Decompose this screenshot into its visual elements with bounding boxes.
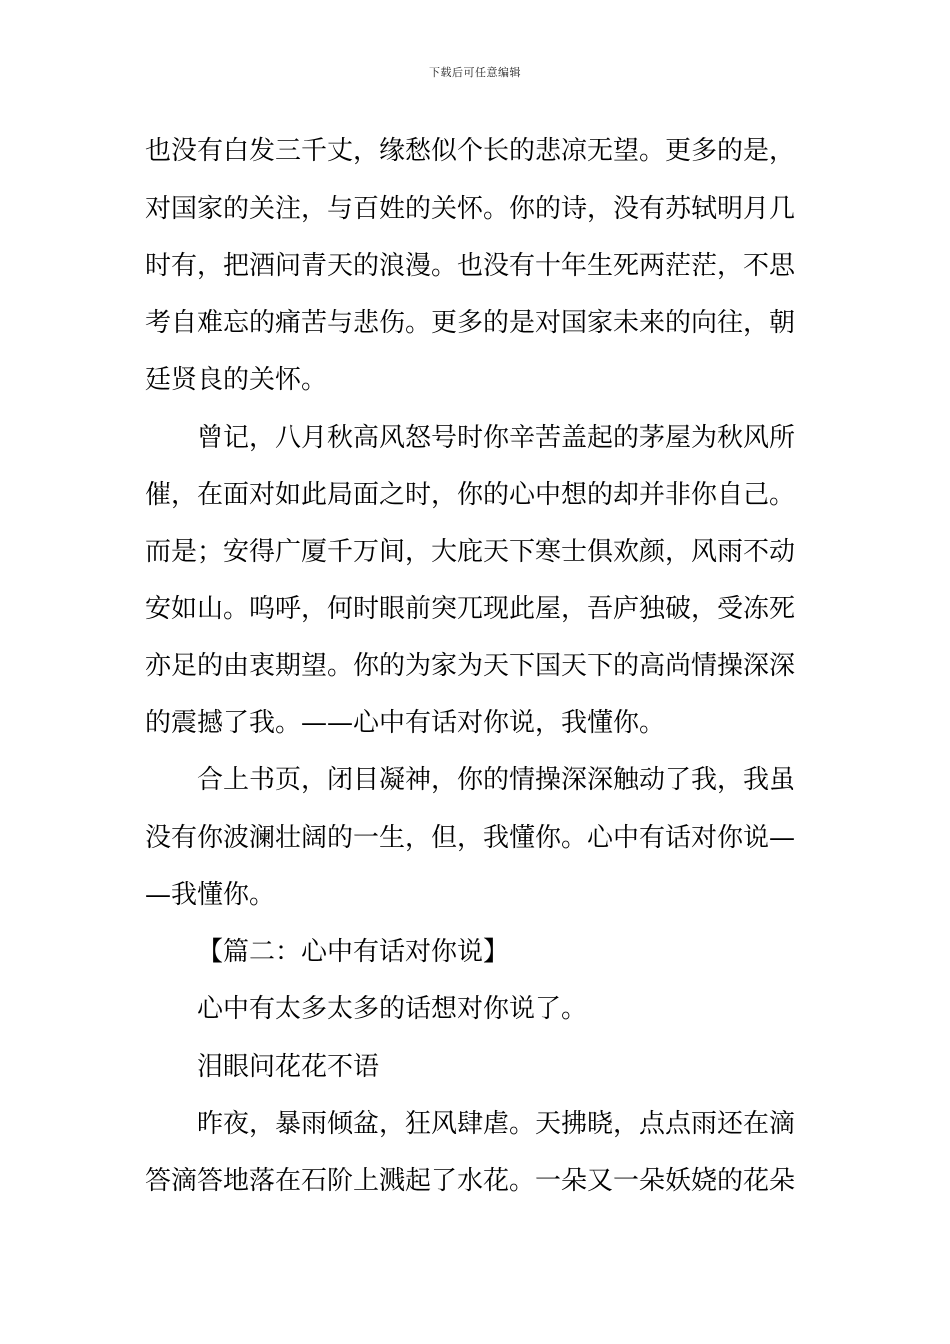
text-line: 也没有白发三千丈，缘愁似个长的悲凉无望。更多的是， <box>145 136 796 166</box>
text-line: 安如山。呜呼，何时眼前突兀现此屋，吾庐独破，受冻死 <box>145 594 796 624</box>
text-line: 亦足的由衷期望。你的为家为天下国天下的高尚情操深深 <box>145 651 796 681</box>
text-line: 心中有太多太多的话想对你说了。 <box>197 994 588 1024</box>
text-line: 泪眼问花花不语 <box>197 1052 380 1082</box>
text-line: 昨夜，暴雨倾盆，狂风肆虐。天拂晓，点点雨还在滴 <box>197 1109 796 1139</box>
text-line: 而是；安得广厦千万间，大庇天下寒士俱欢颜，风雨不动 <box>145 537 796 567</box>
section-heading: 【篇二：心中有话对你说】 <box>197 937 510 967</box>
text-line: —我懂你。 <box>145 880 276 910</box>
text-line: 合上书页，闭目凝神，你的情操深深触动了我，我虽 <box>197 765 796 795</box>
text-line: 没有你波澜壮阔的一生，但，我懂你。心中有话对你说— <box>145 823 796 853</box>
text-line: 的震撼了我。——心中有话对你说，我懂你。 <box>145 708 666 738</box>
page-header: 下载后可任意编辑 <box>429 66 521 79</box>
text-line: 对国家的关注，与百姓的关怀。你的诗，没有苏轼明月几 <box>145 194 796 224</box>
text-line: 曾记，八月秋高风怒号时你辛苦盖起的茅屋为秋风所 <box>197 423 796 453</box>
text-line: 答滴答地落在石阶上溅起了水花。一朵又一朵妖娆的花朵 <box>145 1166 796 1196</box>
text-line: 廷贤良的关怀。 <box>145 365 328 395</box>
text-line: 考自难忘的痛苦与悲伤。更多的是对国家未来的向往，朝 <box>145 308 796 338</box>
text-line: 催，在面对如此局面之时，你的心中想的却并非你自己。 <box>145 480 796 510</box>
text-line: 时有，把酒问青天的浪漫。也没有十年生死两茫茫，不思 <box>145 251 796 281</box>
